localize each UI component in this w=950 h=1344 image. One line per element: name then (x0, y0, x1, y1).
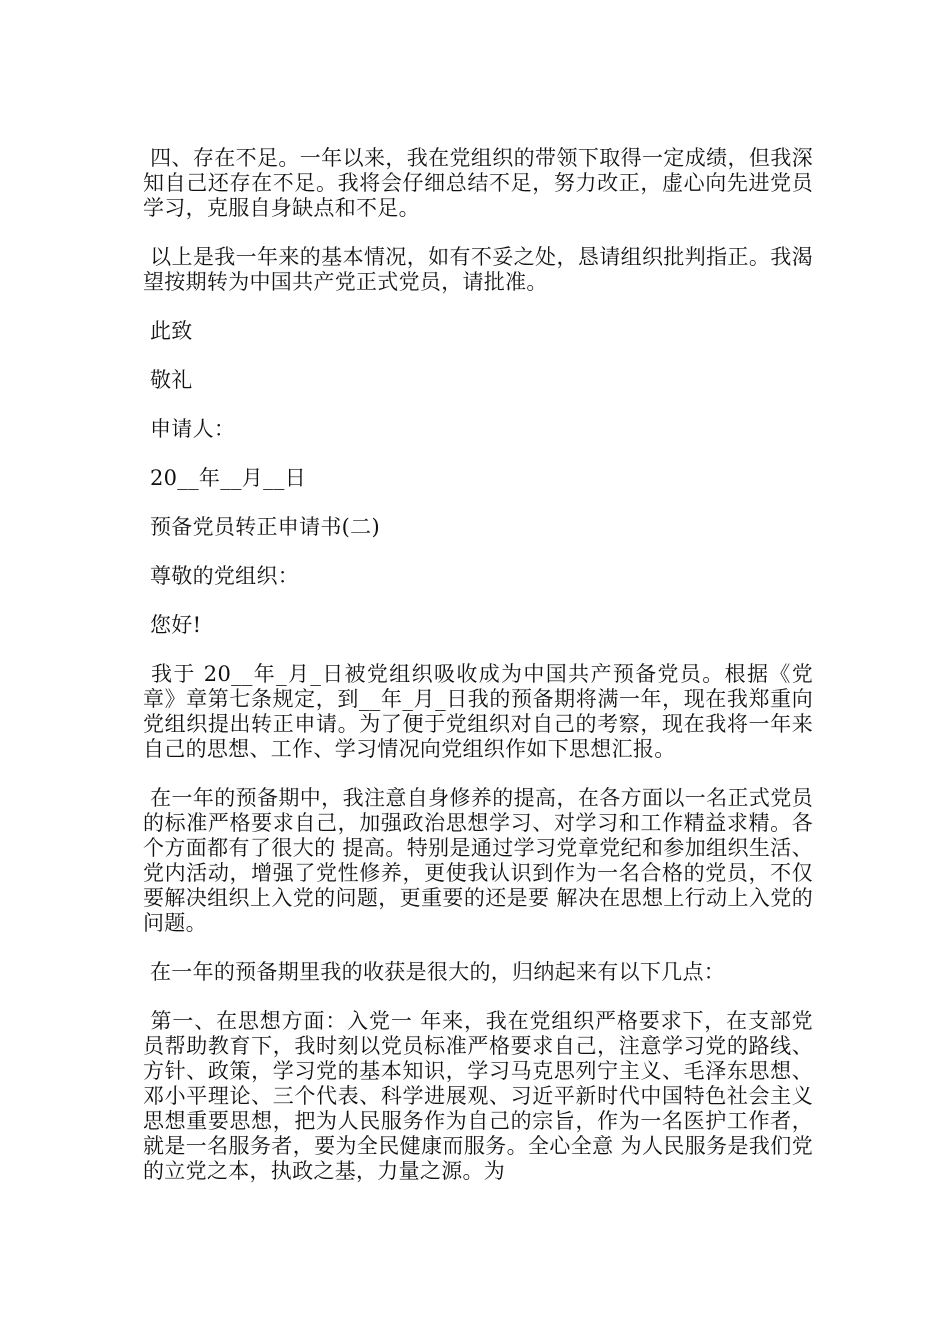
paragraph-thought: 第一、在思想方面：入党一 年来，我在党组织严格要求下，在支部党员帮助教育下，我时刻以党员标准严格要求自己，注意学习党的路线、方针、政策，学习党的基本知识，学习马克思列宁主义、毛泽东思想、邓小平理论、三个代表、科学进展观、习近平新时代中国特色社会主义思想重要思想，把为人民服务作为自己的宗旨，作为一名医护工作者，就是一名服务者，要为全民健康而服务。全心全意 为人民服务是我们党的立党之本，执政之基，力量之源。为 (143, 1009, 813, 1183)
greeting-hello: 您好! (143, 613, 202, 637)
closing-salutation: 此致 (143, 319, 193, 343)
closing-regards: 敬礼 (143, 368, 193, 392)
paragraph-harvest: 在一年的预备期里我的收获是很大的，归纳起来有以下几点： (143, 960, 726, 984)
paragraph-shortcomings: 四、存在不足。一年以来，我在党组织的带领下取得一定成绩，但我深知自己还存在不足。我将会仔细总结不足，努力改正，虚心向先进党员学习，克服自身缺点和不足。 (143, 146, 814, 220)
date-line: 20__年__月__日 (143, 466, 307, 490)
paragraph-intro: 我于 20__年_月_日被党组织吸收成为中国共产预备党员。根据《党章》章第七条规定，到__年_月_日我的预备期将满一年，现在我郑重向党组织提出转正申请。为了便于党组织对自己的考察，现在我将一年来自己的思想、工作、学习情况向党组织作如下思想汇报。 (143, 662, 814, 761)
paragraph-summary: 以上是我一年来的基本情况，如有不妥之处，恳请组织批判指正。我渴望按期转为中国共产党正式党员，请批准。 (143, 245, 814, 294)
applicant-label: 申请人： (143, 417, 236, 441)
greeting-recipient: 尊敬的党组织： (143, 564, 300, 588)
section-title: 预备党员转正申请书(二) (143, 515, 380, 539)
document-page (143, 146, 813, 1208)
paragraph-probation: 在一年的预备期中，我注意自身修养的提高，在各方面以一名正式党员的标准严格要求自己，加强政治思想学习、对学习和工作精益求精。各个方面都有了很大的 提高。特别是通过学习党章党纪和参加组织生活、党内活动，增强了党性修养，更使我认识到作为一名合格的党员，不仅要解决组织上入党的问题，更重要的还是要 解决在思想上行动上入党的问题。 (143, 786, 814, 935)
